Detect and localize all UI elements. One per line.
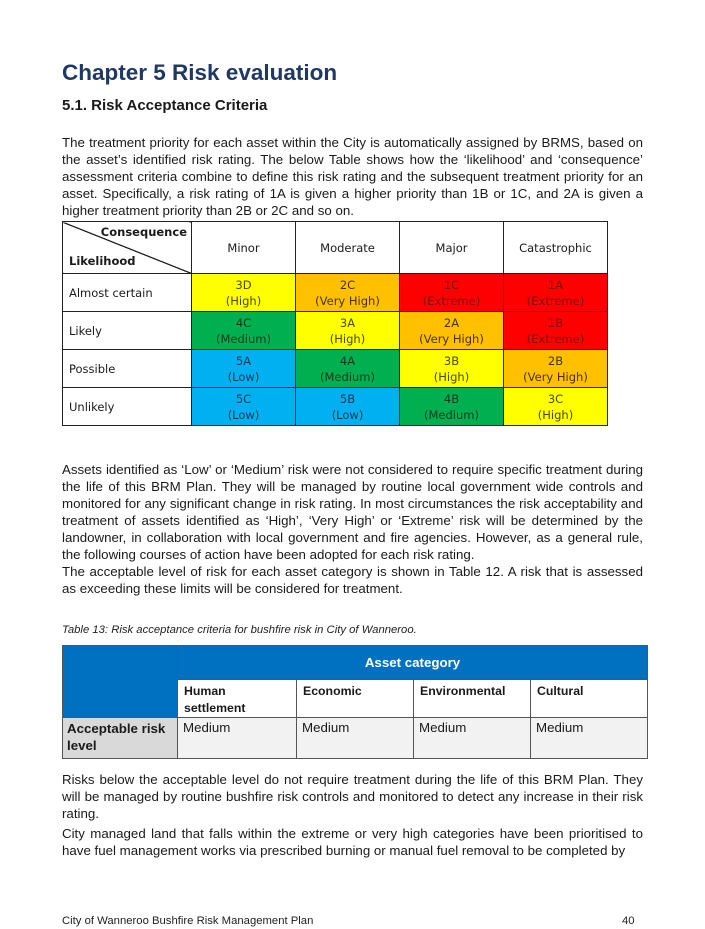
risk-code: 1B (547, 315, 564, 330)
risk-rating: (High) (329, 331, 366, 346)
risk-code: 5B (339, 391, 356, 406)
column-header: Catastrophic (504, 222, 608, 274)
acceptable-value: Medium (414, 718, 531, 759)
risk-cell (504, 312, 608, 350)
risk-rating: (High) (225, 293, 262, 308)
category-header: Cultural (531, 680, 648, 718)
page-number: 40 (622, 915, 635, 927)
assets-paragraph: Assets identified as ‘Low’ or ‘Medium’ risk were not considered to require specific treatment during the life of this BRM Plan. They will be managed by routine local government wide controls and monitored for any significant change in risk rating. In most circumstances the risk acceptability and treatment of assets identified as ‘High’, ‘Very High’ or ‘Extreme’ risk will be determined by the landowner, in collaboration with local government and fire agencies. However, as a general rule, the following courses of action have been adopted for each risk rating. (62, 462, 643, 562)
risk-code: 3D (235, 277, 252, 292)
risk-rating: (Extreme) (422, 293, 481, 308)
column-header: Minor (192, 222, 296, 274)
risk-cell (400, 350, 504, 388)
risk-rating: (Extreme) (526, 331, 585, 346)
risk-cell (504, 274, 608, 312)
category-header: Economic (297, 680, 414, 718)
row-header: Unlikely (63, 388, 192, 426)
risk-code: 4C (235, 315, 252, 330)
row-header: Almost certain (63, 274, 192, 312)
risk-code: 3B (443, 353, 460, 368)
risk-rating: (Medium) (216, 331, 271, 346)
blank-header-cell (63, 646, 178, 718)
risk-code: 2B (547, 353, 564, 368)
asset-category-header: Asset category (178, 646, 648, 680)
risk-rating: (Extreme) (526, 293, 585, 308)
footer-title: City of Wanneroo Bushfire Risk Management Plan (62, 915, 314, 927)
risk-cell (400, 312, 504, 350)
risk-cell (192, 274, 296, 312)
category-header: Human settlement (178, 680, 297, 718)
intro-paragraph: The treatment priority for each asset within the City is automatically assigned by BRMS, based on the asset’s identified risk rating. The below Table shows how the ‘likelihood’ and ‘consequence’ assessment criteria combine to define this risk rating and the subsequent treatment priority for an asset. Specifically, a risk rating of 1A is given a higher priority than 1B or 1C, and 2A is given a higher treatment priority than 2B or 2C and so on. (62, 135, 643, 218)
risk-rating: (High) (433, 369, 470, 384)
acceptable-value: Medium (531, 718, 648, 759)
risk-cell (192, 388, 296, 426)
table-caption: Table 13: Risk acceptance criteria for bushfire risk in City of Wanneroo. (62, 624, 417, 636)
acceptable-risk-label: Acceptable risk level (63, 718, 178, 759)
risk-rating: (Very High) (315, 293, 380, 308)
risk-code: 2A (443, 315, 460, 330)
risk-rating: (Low) (227, 369, 260, 384)
risk-cell (400, 274, 504, 312)
risk-cell (192, 312, 296, 350)
acceptance-table (62, 645, 648, 759)
risk-cell (296, 388, 400, 426)
risk-cell (504, 388, 608, 426)
risk-rating: (Very High) (523, 369, 588, 384)
risk-rating: (Low) (331, 407, 364, 422)
risk-code: 4B (443, 391, 460, 406)
column-header: Moderate (296, 222, 400, 274)
risk-matrix (62, 221, 608, 426)
risk-rating: (Medium) (320, 369, 375, 384)
row-header: Likely (63, 312, 192, 350)
city-managed-paragraph: City managed land that falls within the extreme or very high categories have been prioritised to have fuel management works via prescribed burning or manual fuel removal to be completed by (62, 826, 643, 858)
risk-cell (296, 312, 400, 350)
risk-code: 4A (339, 353, 356, 368)
acceptable-value: Medium (178, 718, 297, 759)
risk-cell (400, 388, 504, 426)
matrix-corner (63, 222, 192, 274)
risk-cell (296, 350, 400, 388)
risk-rating: (High) (537, 407, 574, 422)
corner-consequence-label: Consequence (100, 225, 187, 239)
corner-likelihood-label: Likelihood (69, 254, 136, 268)
column-header: Major (400, 222, 504, 274)
risk-code: 5A (235, 353, 252, 368)
acceptable-value: Medium (297, 718, 414, 759)
risk-code: 5C (235, 391, 252, 406)
risk-rating: (Low) (227, 407, 260, 422)
risk-code: 1C (443, 277, 460, 292)
risk-rating: (Very High) (419, 331, 484, 346)
risk-rating: (Medium) (424, 407, 479, 422)
risk-cell (296, 274, 400, 312)
risk-code: 1A (547, 277, 564, 292)
acceptable-level-paragraph: The acceptable level of risk for each asset category is shown in Table 12. A risk that is assessed as exceeding these limits will be considered for treatment. (62, 564, 643, 596)
chapter-title: Chapter 5 Risk evaluation (62, 60, 338, 85)
below-level-paragraph: Risks below the acceptable level do not require treatment during the life of this BRM Plan. They will be managed by routine bushfire risk controls and monitored to detect any increase in their risk rating. (62, 772, 643, 821)
risk-code: 3A (339, 315, 356, 330)
category-header: Environmental (414, 680, 531, 718)
risk-cell (504, 350, 608, 388)
risk-code: 3C (547, 391, 564, 406)
risk-cell (192, 350, 296, 388)
risk-code: 2C (339, 277, 356, 292)
section-title: 5.1. Risk Acceptance Criteria (62, 97, 268, 114)
row-header: Possible (63, 350, 192, 388)
